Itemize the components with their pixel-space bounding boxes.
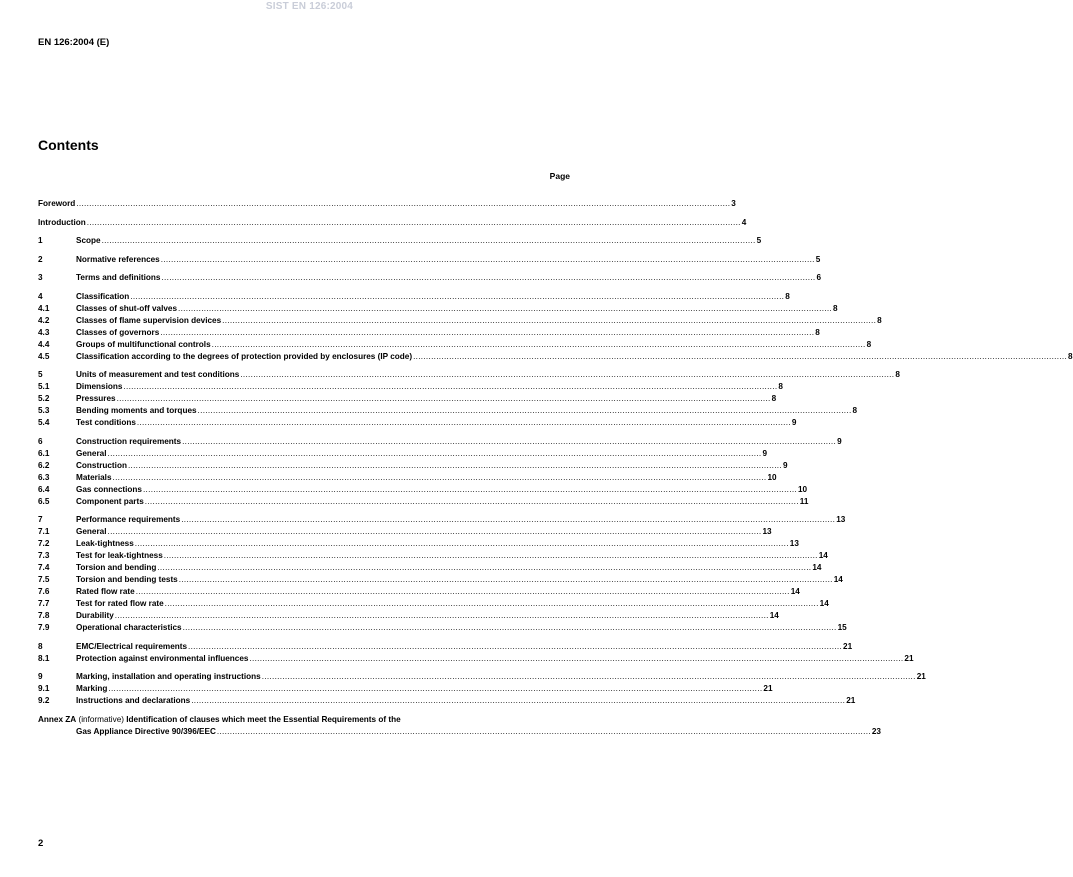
toc-entry-page-number: 8 bbox=[771, 394, 777, 403]
dot-leader bbox=[128, 460, 782, 472]
toc-entry-title: Rated flow rate bbox=[76, 587, 135, 596]
toc-entry-title: Marking, installation and operating instructions bbox=[76, 672, 261, 681]
dot-leader bbox=[222, 315, 876, 327]
dot-leader bbox=[183, 622, 837, 634]
toc-entry-page-number: 3 bbox=[731, 199, 736, 208]
toc-entry-page-number: 14 bbox=[819, 599, 829, 608]
toc-entry-number: 6.2 bbox=[38, 460, 50, 470]
dot-leader bbox=[117, 393, 771, 405]
toc-entry-page-number: 8 bbox=[866, 339, 872, 349]
toc-entry-number: 5.4 bbox=[38, 418, 50, 427]
dot-leader bbox=[115, 610, 769, 622]
toc-entry[interactable] bbox=[38, 235, 762, 247]
toc-entry-number: 4.3 bbox=[38, 327, 50, 337]
toc-entry[interactable] bbox=[38, 291, 790, 303]
toc-entry-page-number: 13 bbox=[836, 515, 846, 524]
annex-page-number: 23 bbox=[871, 726, 881, 736]
toc-entry-title: Classification bbox=[76, 291, 130, 301]
page-column-label: Page bbox=[549, 171, 570, 181]
dot-leader bbox=[188, 641, 842, 653]
toc-entry-page-number: 10 bbox=[797, 484, 808, 494]
toc-entry-number: 4.2 bbox=[38, 315, 50, 325]
toc-entry-title: EMC/Electrical requirements bbox=[76, 641, 188, 651]
toc-entry-title: Classes of flame supervision devices bbox=[76, 315, 222, 325]
dot-leader bbox=[123, 381, 777, 393]
toc-subentry[interactable] bbox=[38, 339, 872, 351]
toc-entry-number: 7.2 bbox=[38, 539, 50, 548]
toc-subentry[interactable] bbox=[38, 574, 843, 586]
toc-entry-title: Terms and definitions bbox=[76, 273, 161, 282]
toc-subentry[interactable] bbox=[38, 550, 828, 562]
dot-leader bbox=[87, 217, 741, 229]
toc-entry-title: Test for rated flow rate bbox=[76, 599, 164, 608]
toc-entry-page-number: 14 bbox=[818, 551, 828, 560]
toc-entry-title: Normative references bbox=[76, 254, 160, 264]
dot-leader bbox=[161, 254, 815, 266]
toc-entry-page-number: 21 bbox=[763, 684, 773, 693]
toc-entry-title: Classes of governors bbox=[76, 327, 160, 337]
dot-leader bbox=[143, 484, 797, 496]
toc-entry-page-number: 14 bbox=[790, 587, 800, 596]
toc-subentry[interactable] bbox=[38, 393, 777, 405]
toc-entry-page-number: 11 bbox=[799, 496, 809, 506]
toc-entry-number: 3 bbox=[38, 273, 43, 282]
toc-entry-page-number: 9 bbox=[762, 448, 768, 458]
dot-leader bbox=[161, 272, 815, 284]
toc-entry-number: 5.3 bbox=[38, 406, 50, 415]
toc-entry[interactable] bbox=[38, 436, 842, 448]
toc-entry-number: 7.1 bbox=[38, 527, 50, 536]
dot-leader bbox=[181, 514, 835, 526]
toc-entry-page-number: 8 bbox=[852, 406, 858, 415]
dot-leader bbox=[413, 351, 1067, 363]
toc-entry-page-number: 9 bbox=[782, 460, 788, 470]
toc-entry-page-number: 21 bbox=[916, 672, 926, 681]
toc-entry-page-number: 4 bbox=[741, 217, 747, 227]
toc-entry[interactable] bbox=[38, 272, 822, 284]
toc-entry-page-number: 14 bbox=[769, 611, 779, 620]
toc-subentry[interactable] bbox=[38, 405, 858, 417]
toc-subentry[interactable] bbox=[38, 683, 773, 695]
dot-leader bbox=[145, 496, 799, 508]
annex-title-line1: Identification of clauses which meet the Essential Requirements of the bbox=[126, 714, 401, 724]
toc-subentry[interactable] bbox=[38, 526, 772, 538]
toc-entry-number: 7.4 bbox=[38, 563, 50, 572]
toc-entry-number: 2 bbox=[38, 254, 43, 264]
footer-page-number: 2 bbox=[38, 838, 44, 849]
dot-leader bbox=[182, 436, 836, 448]
toc-entry-title: Operational characteristics bbox=[76, 623, 182, 632]
toc-subentry[interactable] bbox=[38, 417, 797, 429]
toc-entry-page-number: 6 bbox=[816, 273, 822, 282]
toc-subentry[interactable] bbox=[38, 315, 882, 327]
toc-annex-entry[interactable] bbox=[38, 714, 881, 738]
toc-entry-number: 6.4 bbox=[38, 484, 50, 494]
toc-entry-page-number: 8 bbox=[895, 370, 900, 379]
annex-qualifier: (informative) bbox=[78, 714, 124, 724]
watermark: SIST EN 126:2004 bbox=[265, 1, 354, 12]
dot-leader bbox=[76, 198, 730, 210]
toc-subentry[interactable] bbox=[38, 448, 768, 460]
toc-subentry[interactable] bbox=[38, 695, 856, 707]
toc-subentry[interactable] bbox=[38, 538, 799, 550]
toc-entry-number: 5 bbox=[38, 370, 43, 379]
dot-leader bbox=[136, 586, 790, 598]
toc-entry-number: 4.4 bbox=[38, 339, 50, 349]
toc-entry[interactable] bbox=[38, 514, 846, 526]
toc-entry-number: 6 bbox=[38, 436, 43, 446]
toc-entry-page-number: 8 bbox=[785, 291, 790, 301]
toc-entry-page-number: 21 bbox=[904, 653, 914, 663]
toc-subentry[interactable] bbox=[38, 327, 820, 339]
toc-entry-title: General bbox=[76, 527, 107, 536]
toc-subentry[interactable] bbox=[38, 598, 829, 610]
toc-entry-number: 4 bbox=[38, 291, 43, 301]
toc-entry-number: 8 bbox=[38, 641, 43, 651]
toc-subentry[interactable] bbox=[38, 351, 1073, 363]
dot-leader bbox=[160, 327, 814, 339]
toc-entry-title: Component parts bbox=[76, 496, 144, 506]
toc-entry-page-number: 9 bbox=[791, 418, 797, 427]
toc-subentry[interactable] bbox=[38, 586, 800, 598]
toc-entry-title: Test conditions bbox=[76, 418, 136, 427]
toc-entry-page-number: 15 bbox=[837, 623, 847, 632]
dot-leader bbox=[130, 291, 784, 303]
toc-entry-title: Introduction bbox=[38, 217, 86, 227]
toc-entry-page-number: 8 bbox=[833, 303, 838, 313]
dot-leader bbox=[164, 550, 818, 562]
toc-entry-number: 1 bbox=[38, 236, 43, 245]
toc-entry-number: 9.1 bbox=[38, 684, 50, 693]
toc-subentry[interactable] bbox=[38, 460, 788, 472]
toc-entry-number: 7 bbox=[38, 515, 43, 524]
toc-entry-title: Scope bbox=[76, 236, 101, 245]
toc-entry[interactable] bbox=[38, 369, 900, 381]
toc-entry-page-number: 21 bbox=[843, 641, 853, 651]
toc-entry-title: Torsion and bending tests bbox=[76, 575, 178, 584]
annex-title-line2: Gas Appliance Directive 90/396/EEC bbox=[76, 726, 216, 736]
toc-entry-number: 5.2 bbox=[38, 394, 50, 403]
toc-entry-page-number: 13 bbox=[789, 539, 799, 548]
toc-entry-title: Classification according to the degrees of protection provided by enclosures (IP code) bbox=[76, 351, 413, 361]
dot-leader bbox=[157, 562, 811, 574]
toc-entry-title: Pressures bbox=[76, 394, 116, 403]
toc-entry-number: 7.9 bbox=[38, 623, 50, 632]
toc-entry-number: 7.8 bbox=[38, 611, 50, 620]
toc-entry-number: 6.3 bbox=[38, 472, 50, 482]
toc-entry-number: 7.6 bbox=[38, 587, 50, 596]
toc-entry-title: Instructions and declarations bbox=[76, 696, 191, 705]
document-id: EN 126:2004 (E) bbox=[38, 37, 110, 48]
dot-leader bbox=[137, 417, 791, 429]
toc-entry[interactable] bbox=[38, 254, 821, 266]
toc-entry-number: 9.2 bbox=[38, 696, 50, 705]
toc-entry[interactable] bbox=[38, 671, 926, 683]
toc-entry-title: Foreword bbox=[38, 199, 76, 208]
toc-entry-page-number: 8 bbox=[815, 327, 820, 337]
toc-entry-number: 9 bbox=[38, 672, 43, 681]
page-title: Contents bbox=[38, 137, 99, 153]
dot-leader bbox=[217, 726, 871, 738]
toc-entry-title: Performance requirements bbox=[76, 515, 181, 524]
dot-leader bbox=[262, 671, 916, 683]
toc-subentry[interactable] bbox=[38, 610, 779, 622]
toc-subentry[interactable] bbox=[38, 496, 809, 508]
toc-entry-number: 5.1 bbox=[38, 382, 50, 391]
toc-entry-title: Construction requirements bbox=[76, 436, 182, 446]
toc-entry-title: Groups of multifunctional controls bbox=[76, 339, 211, 349]
toc-entry-title: Durability bbox=[76, 611, 114, 620]
toc-entry-title: Bending moments and torques bbox=[76, 406, 197, 415]
toc-entry-title: Units of measurement and test conditions bbox=[76, 370, 240, 379]
dot-leader bbox=[135, 538, 789, 550]
toc-entry-number: 7.3 bbox=[38, 551, 50, 560]
toc-entry-number: 8.1 bbox=[38, 653, 50, 663]
dot-leader bbox=[108, 683, 762, 695]
toc-entry-page-number: 8 bbox=[877, 315, 882, 325]
toc-subentry[interactable] bbox=[38, 653, 914, 665]
dot-leader bbox=[179, 574, 833, 586]
toc-entry-title: Classes of shut-off valves bbox=[76, 303, 178, 313]
dot-leader bbox=[113, 472, 767, 484]
toc-entry-title: Protection against environmental influences bbox=[76, 653, 249, 663]
toc-entry-title: Gas connections bbox=[76, 484, 142, 494]
dot-leader bbox=[102, 235, 756, 247]
toc-entry-page-number: 8 bbox=[778, 382, 783, 391]
toc-entry-number: 6.1 bbox=[38, 448, 50, 458]
toc-subentry[interactable] bbox=[38, 562, 822, 574]
toc-entry[interactable] bbox=[38, 217, 747, 229]
toc-entry-page-number: 14 bbox=[812, 563, 822, 572]
toc-entry-page-number: 5 bbox=[815, 254, 821, 264]
dot-leader bbox=[212, 339, 866, 351]
toc-entry-number: 7.5 bbox=[38, 575, 50, 584]
toc-entry-number: 6.5 bbox=[38, 496, 50, 506]
toc-entry-title: Test for leak-tightness bbox=[76, 551, 163, 560]
toc-entry-page-number: 10 bbox=[767, 472, 777, 482]
dot-leader bbox=[108, 526, 762, 538]
toc-entry-title: General bbox=[76, 448, 107, 458]
dot-leader bbox=[165, 598, 819, 610]
toc-entry-title: Construction bbox=[76, 460, 127, 470]
dot-leader bbox=[198, 405, 852, 417]
toc-subentry[interactable] bbox=[38, 381, 783, 393]
toc-subentry[interactable] bbox=[38, 303, 838, 315]
dot-leader bbox=[178, 303, 832, 315]
dot-leader bbox=[240, 369, 894, 381]
toc-subentry[interactable] bbox=[38, 484, 808, 496]
dot-leader bbox=[108, 448, 762, 460]
toc-entry-number: 7.7 bbox=[38, 599, 50, 608]
annex-label: Annex ZA bbox=[38, 714, 77, 724]
toc-subentry[interactable] bbox=[38, 622, 847, 634]
dot-leader bbox=[191, 695, 845, 707]
toc-entry-title: Torsion and bending bbox=[76, 563, 157, 572]
toc-entry-number: 4.5 bbox=[38, 351, 50, 361]
toc-entry-title: Marking bbox=[76, 684, 108, 693]
toc-entry-title: Leak-tightness bbox=[76, 539, 134, 548]
toc-entry-page-number: 13 bbox=[762, 527, 772, 536]
toc-entry-page-number: 21 bbox=[846, 696, 856, 705]
toc-entry[interactable] bbox=[38, 198, 736, 210]
toc-entry-page-number: 14 bbox=[833, 575, 843, 584]
toc-entry-page-number: 5 bbox=[756, 236, 762, 245]
toc-entry-page-number: 9 bbox=[837, 436, 842, 446]
toc-entry-title: Dimensions bbox=[76, 382, 123, 391]
toc-entry-number: 4.1 bbox=[38, 303, 50, 313]
toc-entry-title: Materials bbox=[76, 472, 112, 482]
toc-entry-page-number: 8 bbox=[1068, 351, 1073, 361]
toc-subentry[interactable] bbox=[38, 472, 777, 484]
table-of-contents bbox=[38, 198, 1073, 738]
dot-leader bbox=[249, 653, 903, 665]
toc-entry[interactable] bbox=[38, 641, 853, 653]
